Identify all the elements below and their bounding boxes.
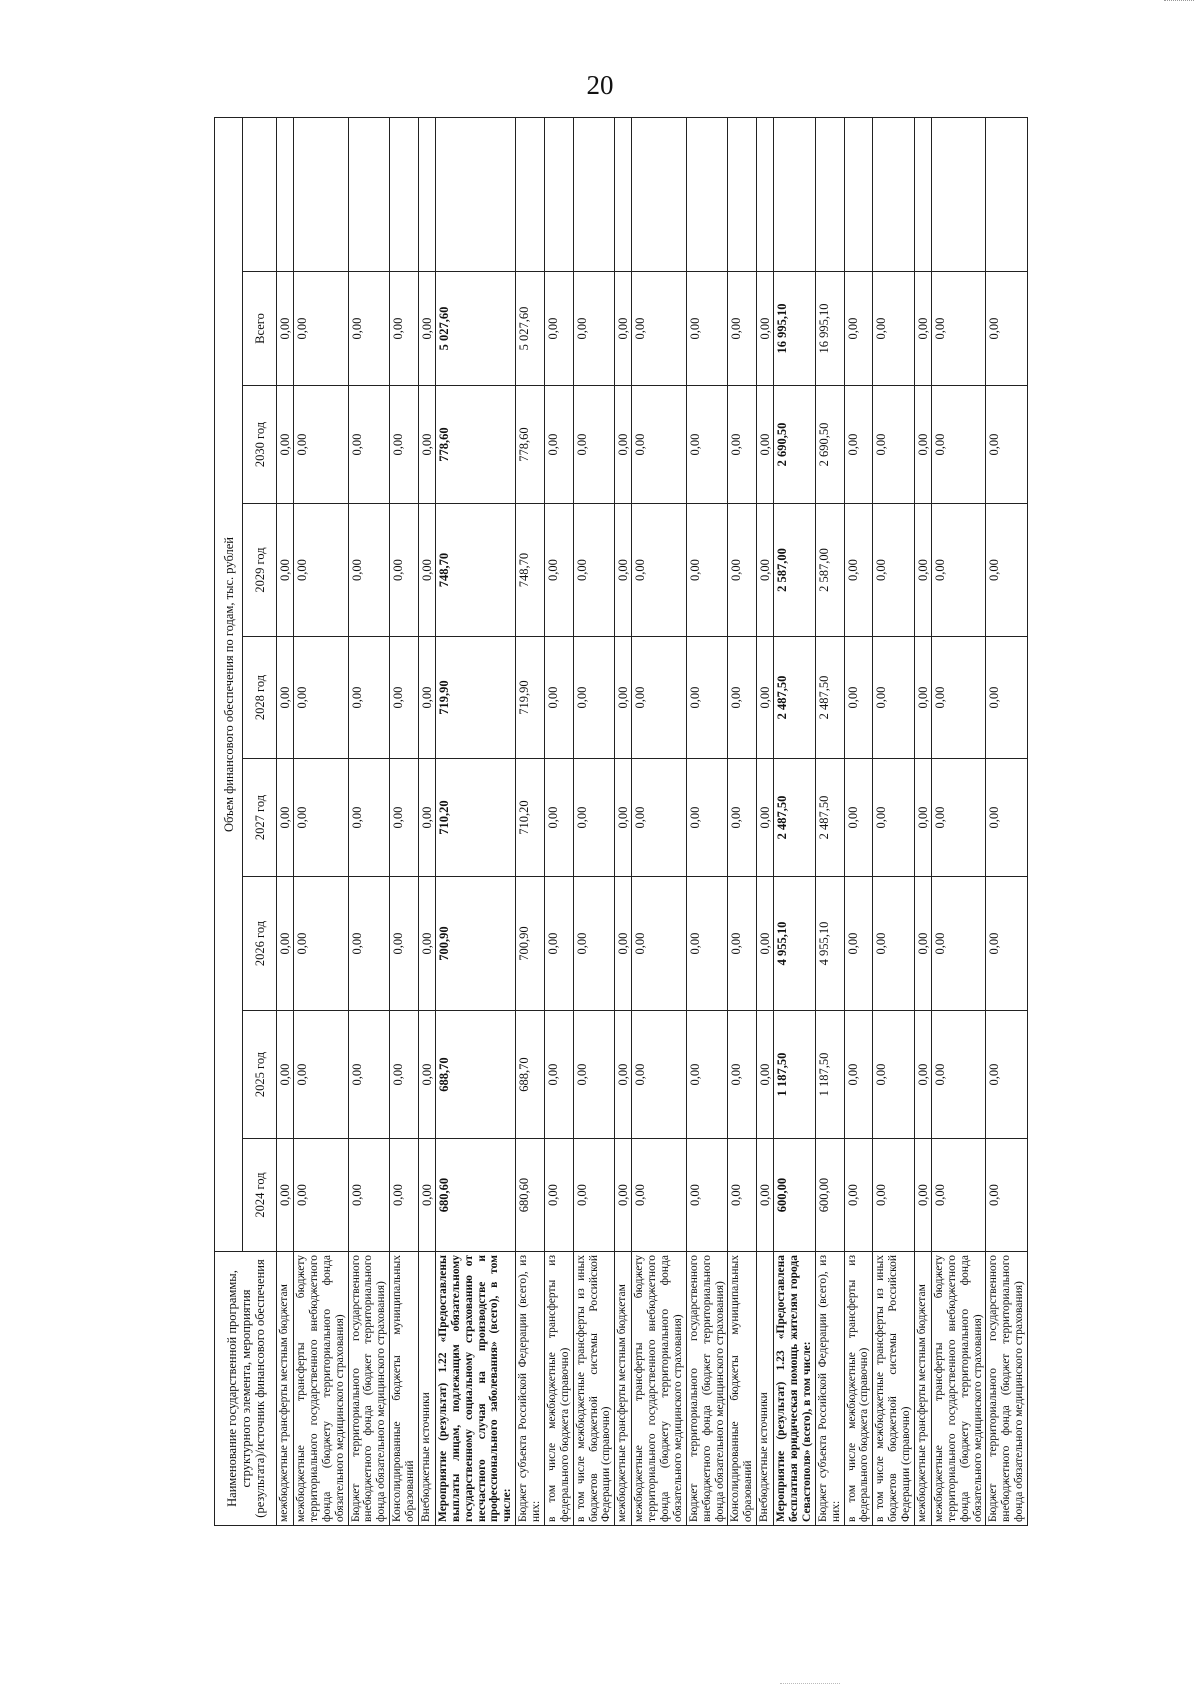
table-row: [844, 117, 873, 1525]
value-cell: 0,00: [573, 504, 615, 637]
frame-cell: [390, 117, 419, 271]
value-cell: 0,00: [728, 1011, 757, 1139]
table-row: [774, 117, 816, 1525]
row-label: межбюджетные трансферты местным бюджетам: [277, 1252, 294, 1526]
value-cell: 0,00: [914, 877, 931, 1011]
value-cell: 719,90: [435, 637, 515, 759]
table-row: [544, 117, 573, 1525]
value-cell: 0,00: [873, 1011, 915, 1139]
value-cell: 0,00: [418, 272, 435, 386]
value-cell: 1 187,50: [815, 1011, 844, 1139]
value-cell: 0,00: [573, 386, 615, 504]
row-label: Консолидированные бюджеты муниципальных образований: [728, 1252, 757, 1526]
value-cell: 0,00: [914, 272, 931, 386]
value-cell: 0,00: [873, 1139, 915, 1252]
frame-cell: [815, 117, 844, 271]
value-cell: 719,90: [516, 637, 545, 759]
table-row: [632, 117, 687, 1525]
value-cell: 0,00: [390, 877, 419, 1011]
frame-cell: [986, 117, 1028, 271]
value-cell: 0,00: [348, 272, 390, 386]
value-cell: 4 955,10: [815, 877, 844, 1011]
value-cell: 0,00: [986, 386, 1028, 504]
value-cell: 0,00: [728, 759, 757, 877]
year-header-1: 2025 год: [243, 1011, 277, 1139]
value-cell: 0,00: [873, 637, 915, 759]
value-cell: 0,00: [544, 386, 573, 504]
value-cell: 0,00: [277, 272, 294, 386]
value-cell: 0,00: [914, 637, 931, 759]
value-cell: 0,00: [544, 637, 573, 759]
value-cell: 0,00: [390, 1139, 419, 1252]
frame-column-header: [243, 117, 277, 271]
frame-cell: [615, 117, 632, 271]
value-cell: 0,00: [844, 1011, 873, 1139]
value-cell: 688,70: [435, 1011, 515, 1139]
value-cell: 0,00: [294, 877, 349, 1011]
value-cell: 0,00: [615, 1139, 632, 1252]
value-cell: 0,00: [757, 877, 774, 1011]
value-cell: 0,00: [632, 759, 687, 877]
value-cell: 0,00: [844, 759, 873, 877]
value-cell: 2 587,00: [815, 504, 844, 637]
value-cell: 0,00: [277, 637, 294, 759]
table-row: [986, 117, 1028, 1525]
value-cell: 5 027,60: [435, 272, 515, 386]
value-cell: 680,60: [516, 1139, 545, 1252]
value-cell: 0,00: [418, 504, 435, 637]
scan-bottom-mark: [780, 1683, 840, 1687]
value-cell: 0,00: [931, 272, 986, 386]
value-cell: 0,00: [573, 1011, 615, 1139]
value-cell: 0,00: [632, 1011, 687, 1139]
table-body: [277, 117, 1028, 1525]
year-header-4: 2028 год: [243, 637, 277, 759]
table-row: [435, 117, 515, 1525]
value-cell: 0,00: [914, 1011, 931, 1139]
name-column-header: Наименование государственной программы, структурного элемента, мероприятия (результата)/источник финансового обеспечения: [215, 1252, 277, 1526]
row-label: Консолидированные бюджеты муниципальных образований: [390, 1252, 419, 1526]
table-row: [931, 117, 986, 1525]
value-cell: 0,00: [931, 386, 986, 504]
value-cell: 600,00: [774, 1139, 816, 1252]
frame-cell: [757, 117, 774, 271]
value-cell: 0,00: [544, 877, 573, 1011]
frame-cell: [686, 117, 728, 271]
value-cell: 0,00: [615, 1011, 632, 1139]
value-cell: 0,00: [914, 504, 931, 637]
value-cell: 0,00: [573, 272, 615, 386]
value-cell: 0,00: [873, 877, 915, 1011]
row-label: Бюджет субъекта Российской Федерации (всего), из них:: [815, 1252, 844, 1526]
row-label: в том числе межбюджетные трансферты из иных бюджетов бюджетной системы Российской Федерации (справочно): [573, 1252, 615, 1526]
value-cell: 0,00: [728, 637, 757, 759]
value-cell: 0,00: [294, 759, 349, 877]
value-cell: 0,00: [931, 637, 986, 759]
funding-group-header: Объем финансового обеспечения по годам, тыс. рублей: [215, 117, 243, 1251]
year-header-3: 2027 год: [243, 759, 277, 877]
table-row: [686, 117, 728, 1525]
value-cell: 0,00: [931, 1139, 986, 1252]
row-label: Внебюджетные источники: [418, 1252, 435, 1526]
table-row: [815, 117, 844, 1525]
value-cell: 680,60: [435, 1139, 515, 1252]
frame-cell: [914, 117, 931, 271]
value-cell: 0,00: [986, 272, 1028, 386]
value-cell: 0,00: [686, 1011, 728, 1139]
value-cell: 600,00: [815, 1139, 844, 1252]
financing-table: [214, 117, 1028, 1526]
frame-cell: [277, 117, 294, 271]
value-cell: 0,00: [686, 877, 728, 1011]
value-cell: 0,00: [573, 637, 615, 759]
value-cell: 0,00: [757, 504, 774, 637]
row-label: Бюджет территориального государственного внебюджетного фонда (бюджет территориального фонда обязательного медицинского страхования): [348, 1252, 390, 1526]
value-cell: 0,00: [844, 504, 873, 637]
table-row: [757, 117, 774, 1525]
table-row: [873, 117, 915, 1525]
frame-cell: [516, 117, 545, 271]
row-label: межбюджетные трансферты местным бюджетам: [615, 1252, 632, 1526]
value-cell: 2 487,50: [774, 637, 816, 759]
value-cell: 0,00: [544, 759, 573, 877]
scan-edge-mark: [1164, 0, 1194, 5]
value-cell: 0,00: [873, 759, 915, 877]
value-cell: 710,20: [435, 759, 515, 877]
value-cell: 0,00: [632, 1139, 687, 1252]
value-cell: 0,00: [277, 1011, 294, 1139]
value-cell: 0,00: [615, 877, 632, 1011]
value-cell: 0,00: [632, 504, 687, 637]
frame-cell: [348, 117, 390, 271]
row-label: межбюджетные трансферты бюджету территориального государственного внебюджетного фонда (бюджету территориального фонда обязательного медицинского страхования): [632, 1252, 687, 1526]
value-cell: 748,70: [435, 504, 515, 637]
row-label: межбюджетные трансферты бюджету территориального государственного внебюджетного фонда (бюджету территориального фонда обязательного медицинского страхования): [294, 1252, 349, 1526]
table-row: [390, 117, 419, 1525]
year-header-7: Всего: [243, 272, 277, 386]
frame-cell: [774, 117, 816, 271]
frame-cell: [418, 117, 435, 271]
value-cell: 0,00: [873, 504, 915, 637]
value-cell: 0,00: [844, 1139, 873, 1252]
table-row: [516, 117, 545, 1525]
value-cell: 0,00: [757, 637, 774, 759]
value-cell: 0,00: [277, 386, 294, 504]
value-cell: 0,00: [573, 877, 615, 1011]
value-cell: 0,00: [573, 759, 615, 877]
value-cell: 0,00: [728, 386, 757, 504]
value-cell: 0,00: [728, 504, 757, 637]
value-cell: 0,00: [418, 1139, 435, 1252]
row-label: Бюджет территориального государственного внебюджетного фонда (бюджет территориального фонда обязательного медицинского страхования): [986, 1252, 1028, 1526]
value-cell: 0,00: [931, 877, 986, 1011]
value-cell: 0,00: [931, 504, 986, 637]
value-cell: 0,00: [573, 1139, 615, 1252]
value-cell: 0,00: [348, 637, 390, 759]
value-cell: 0,00: [844, 877, 873, 1011]
row-label: в том числе межбюджетные трансферты из федерального бюджета (справочно): [844, 1252, 873, 1526]
value-cell: 0,00: [294, 272, 349, 386]
frame-cell: [573, 117, 615, 271]
value-cell: 0,00: [844, 637, 873, 759]
value-cell: 0,00: [632, 637, 687, 759]
value-cell: 0,00: [418, 386, 435, 504]
value-cell: 0,00: [418, 759, 435, 877]
row-label: Бюджет субъекта Российской Федерации (всего), из них:: [516, 1252, 545, 1526]
value-cell: 0,00: [632, 272, 687, 386]
table-row: [294, 117, 349, 1525]
frame-cell: [931, 117, 986, 271]
year-header-0: 2024 год: [243, 1139, 277, 1252]
frame-cell: [544, 117, 573, 271]
value-cell: 0,00: [632, 877, 687, 1011]
value-cell: 0,00: [390, 759, 419, 877]
value-cell: 0,00: [686, 504, 728, 637]
value-cell: 0,00: [390, 272, 419, 386]
value-cell: 778,60: [516, 386, 545, 504]
frame-cell: [728, 117, 757, 271]
table-row: [573, 117, 615, 1525]
value-cell: 0,00: [931, 1011, 986, 1139]
value-cell: 0,00: [418, 877, 435, 1011]
value-cell: 0,00: [844, 272, 873, 386]
value-cell: 0,00: [757, 272, 774, 386]
value-cell: 1 187,50: [774, 1011, 816, 1139]
value-cell: 0,00: [348, 877, 390, 1011]
frame-cell: [844, 117, 873, 271]
value-cell: 0,00: [757, 759, 774, 877]
value-cell: 0,00: [390, 637, 419, 759]
value-cell: 0,00: [294, 1011, 349, 1139]
table-row: [277, 117, 294, 1525]
value-cell: 0,00: [931, 759, 986, 877]
value-cell: 0,00: [914, 759, 931, 877]
value-cell: 0,00: [390, 386, 419, 504]
value-cell: 0,00: [844, 386, 873, 504]
value-cell: 0,00: [615, 759, 632, 877]
value-cell: 0,00: [986, 877, 1028, 1011]
value-cell: 0,00: [294, 504, 349, 637]
rotated-table-container: [214, 121, 1026, 1526]
value-cell: 0,00: [348, 1139, 390, 1252]
value-cell: 0,00: [728, 272, 757, 386]
value-cell: 0,00: [914, 1139, 931, 1252]
row-label: в том числе межбюджетные трансферты из иных бюджетов бюджетной системы Российской Федерации (справочно): [873, 1252, 915, 1526]
value-cell: 0,00: [986, 759, 1028, 877]
value-cell: 16 995,10: [815, 272, 844, 386]
value-cell: 0,00: [686, 272, 728, 386]
value-cell: 0,00: [728, 877, 757, 1011]
value-cell: 0,00: [757, 386, 774, 504]
value-cell: 0,00: [294, 1139, 349, 1252]
table-row: [348, 117, 390, 1525]
value-cell: 2 487,50: [815, 637, 844, 759]
value-cell: 16 995,10: [774, 272, 816, 386]
value-cell: 0,00: [418, 637, 435, 759]
value-cell: 0,00: [914, 386, 931, 504]
value-cell: 0,00: [348, 386, 390, 504]
value-cell: 0,00: [277, 759, 294, 877]
value-cell: 710,20: [516, 759, 545, 877]
value-cell: 0,00: [757, 1011, 774, 1139]
value-cell: 2 487,50: [815, 759, 844, 877]
value-cell: 0,00: [544, 1011, 573, 1139]
year-header-6: 2030 год: [243, 386, 277, 504]
value-cell: 688,70: [516, 1011, 545, 1139]
row-label: Мероприятие (результат) 1.23 «Предоставлена бесплатная юридическая помощь жителям города Севастополя» (всего), в том числе:: [774, 1252, 816, 1526]
value-cell: 0,00: [348, 1011, 390, 1139]
value-cell: 0,00: [615, 637, 632, 759]
value-cell: 700,90: [516, 877, 545, 1011]
table-row: [615, 117, 632, 1525]
table-row: [914, 117, 931, 1525]
value-cell: 0,00: [986, 1139, 1028, 1252]
value-cell: 0,00: [544, 272, 573, 386]
frame-cell: [294, 117, 349, 271]
value-cell: 0,00: [615, 504, 632, 637]
value-cell: 0,00: [277, 1139, 294, 1252]
value-cell: 0,00: [986, 1011, 1028, 1139]
value-cell: 0,00: [294, 637, 349, 759]
page-number: 20: [586, 70, 614, 100]
value-cell: 0,00: [348, 504, 390, 637]
value-cell: 0,00: [615, 272, 632, 386]
row-label: Мероприятие (результат) 1.22 «Предоставлены выплаты лицам, подлежащим обязательному государственному социальному страхованию от несчастного случая на производстве и профессионального заболевания» (всего), в том числе:: [435, 1252, 515, 1526]
value-cell: 0,00: [873, 272, 915, 386]
value-cell: 0,00: [686, 637, 728, 759]
value-cell: 2 587,00: [774, 504, 816, 637]
value-cell: 0,00: [632, 386, 687, 504]
value-cell: 0,00: [873, 386, 915, 504]
row-label: межбюджетные трансферты бюджету территориального государственного внебюджетного фонда (бюджету территориального фонда обязательного медицинского страхования): [931, 1252, 986, 1526]
value-cell: 0,00: [986, 637, 1028, 759]
table-row: [728, 117, 757, 1525]
value-cell: 5 027,60: [516, 272, 545, 386]
value-cell: 748,70: [516, 504, 545, 637]
year-header-2: 2026 год: [243, 877, 277, 1011]
value-cell: 0,00: [544, 504, 573, 637]
value-cell: 0,00: [686, 1139, 728, 1252]
frame-cell: [873, 117, 915, 271]
value-cell: 0,00: [418, 1011, 435, 1139]
row-label: Внебюджетные источники: [757, 1252, 774, 1526]
value-cell: 0,00: [348, 759, 390, 877]
year-header-5: 2029 год: [243, 504, 277, 637]
value-cell: 0,00: [544, 1139, 573, 1252]
value-cell: 0,00: [277, 877, 294, 1011]
value-cell: 2 690,50: [815, 386, 844, 504]
row-label: межбюджетные трансферты местным бюджетам: [914, 1252, 931, 1526]
row-label: Бюджет территориального государственного внебюджетного фонда (бюджет территориального фонда обязательного медицинского страхования): [686, 1252, 728, 1526]
frame-cell: [632, 117, 687, 271]
value-cell: 0,00: [986, 504, 1028, 637]
row-label: в том числе межбюджетные трансферты из федерального бюджета (справочно): [544, 1252, 573, 1526]
value-cell: 0,00: [757, 1139, 774, 1252]
value-cell: 0,00: [390, 1011, 419, 1139]
value-cell: 700,90: [435, 877, 515, 1011]
value-cell: 0,00: [728, 1139, 757, 1252]
value-cell: 0,00: [615, 386, 632, 504]
value-cell: 2 690,50: [774, 386, 816, 504]
value-cell: 0,00: [277, 504, 294, 637]
value-cell: 0,00: [686, 386, 728, 504]
value-cell: 0,00: [294, 386, 349, 504]
value-cell: 0,00: [686, 759, 728, 877]
frame-cell: [435, 117, 515, 271]
value-cell: 0,00: [390, 504, 419, 637]
value-cell: 778,60: [435, 386, 515, 504]
value-cell: 2 487,50: [774, 759, 816, 877]
table-row: [418, 117, 435, 1525]
value-cell: 4 955,10: [774, 877, 816, 1011]
